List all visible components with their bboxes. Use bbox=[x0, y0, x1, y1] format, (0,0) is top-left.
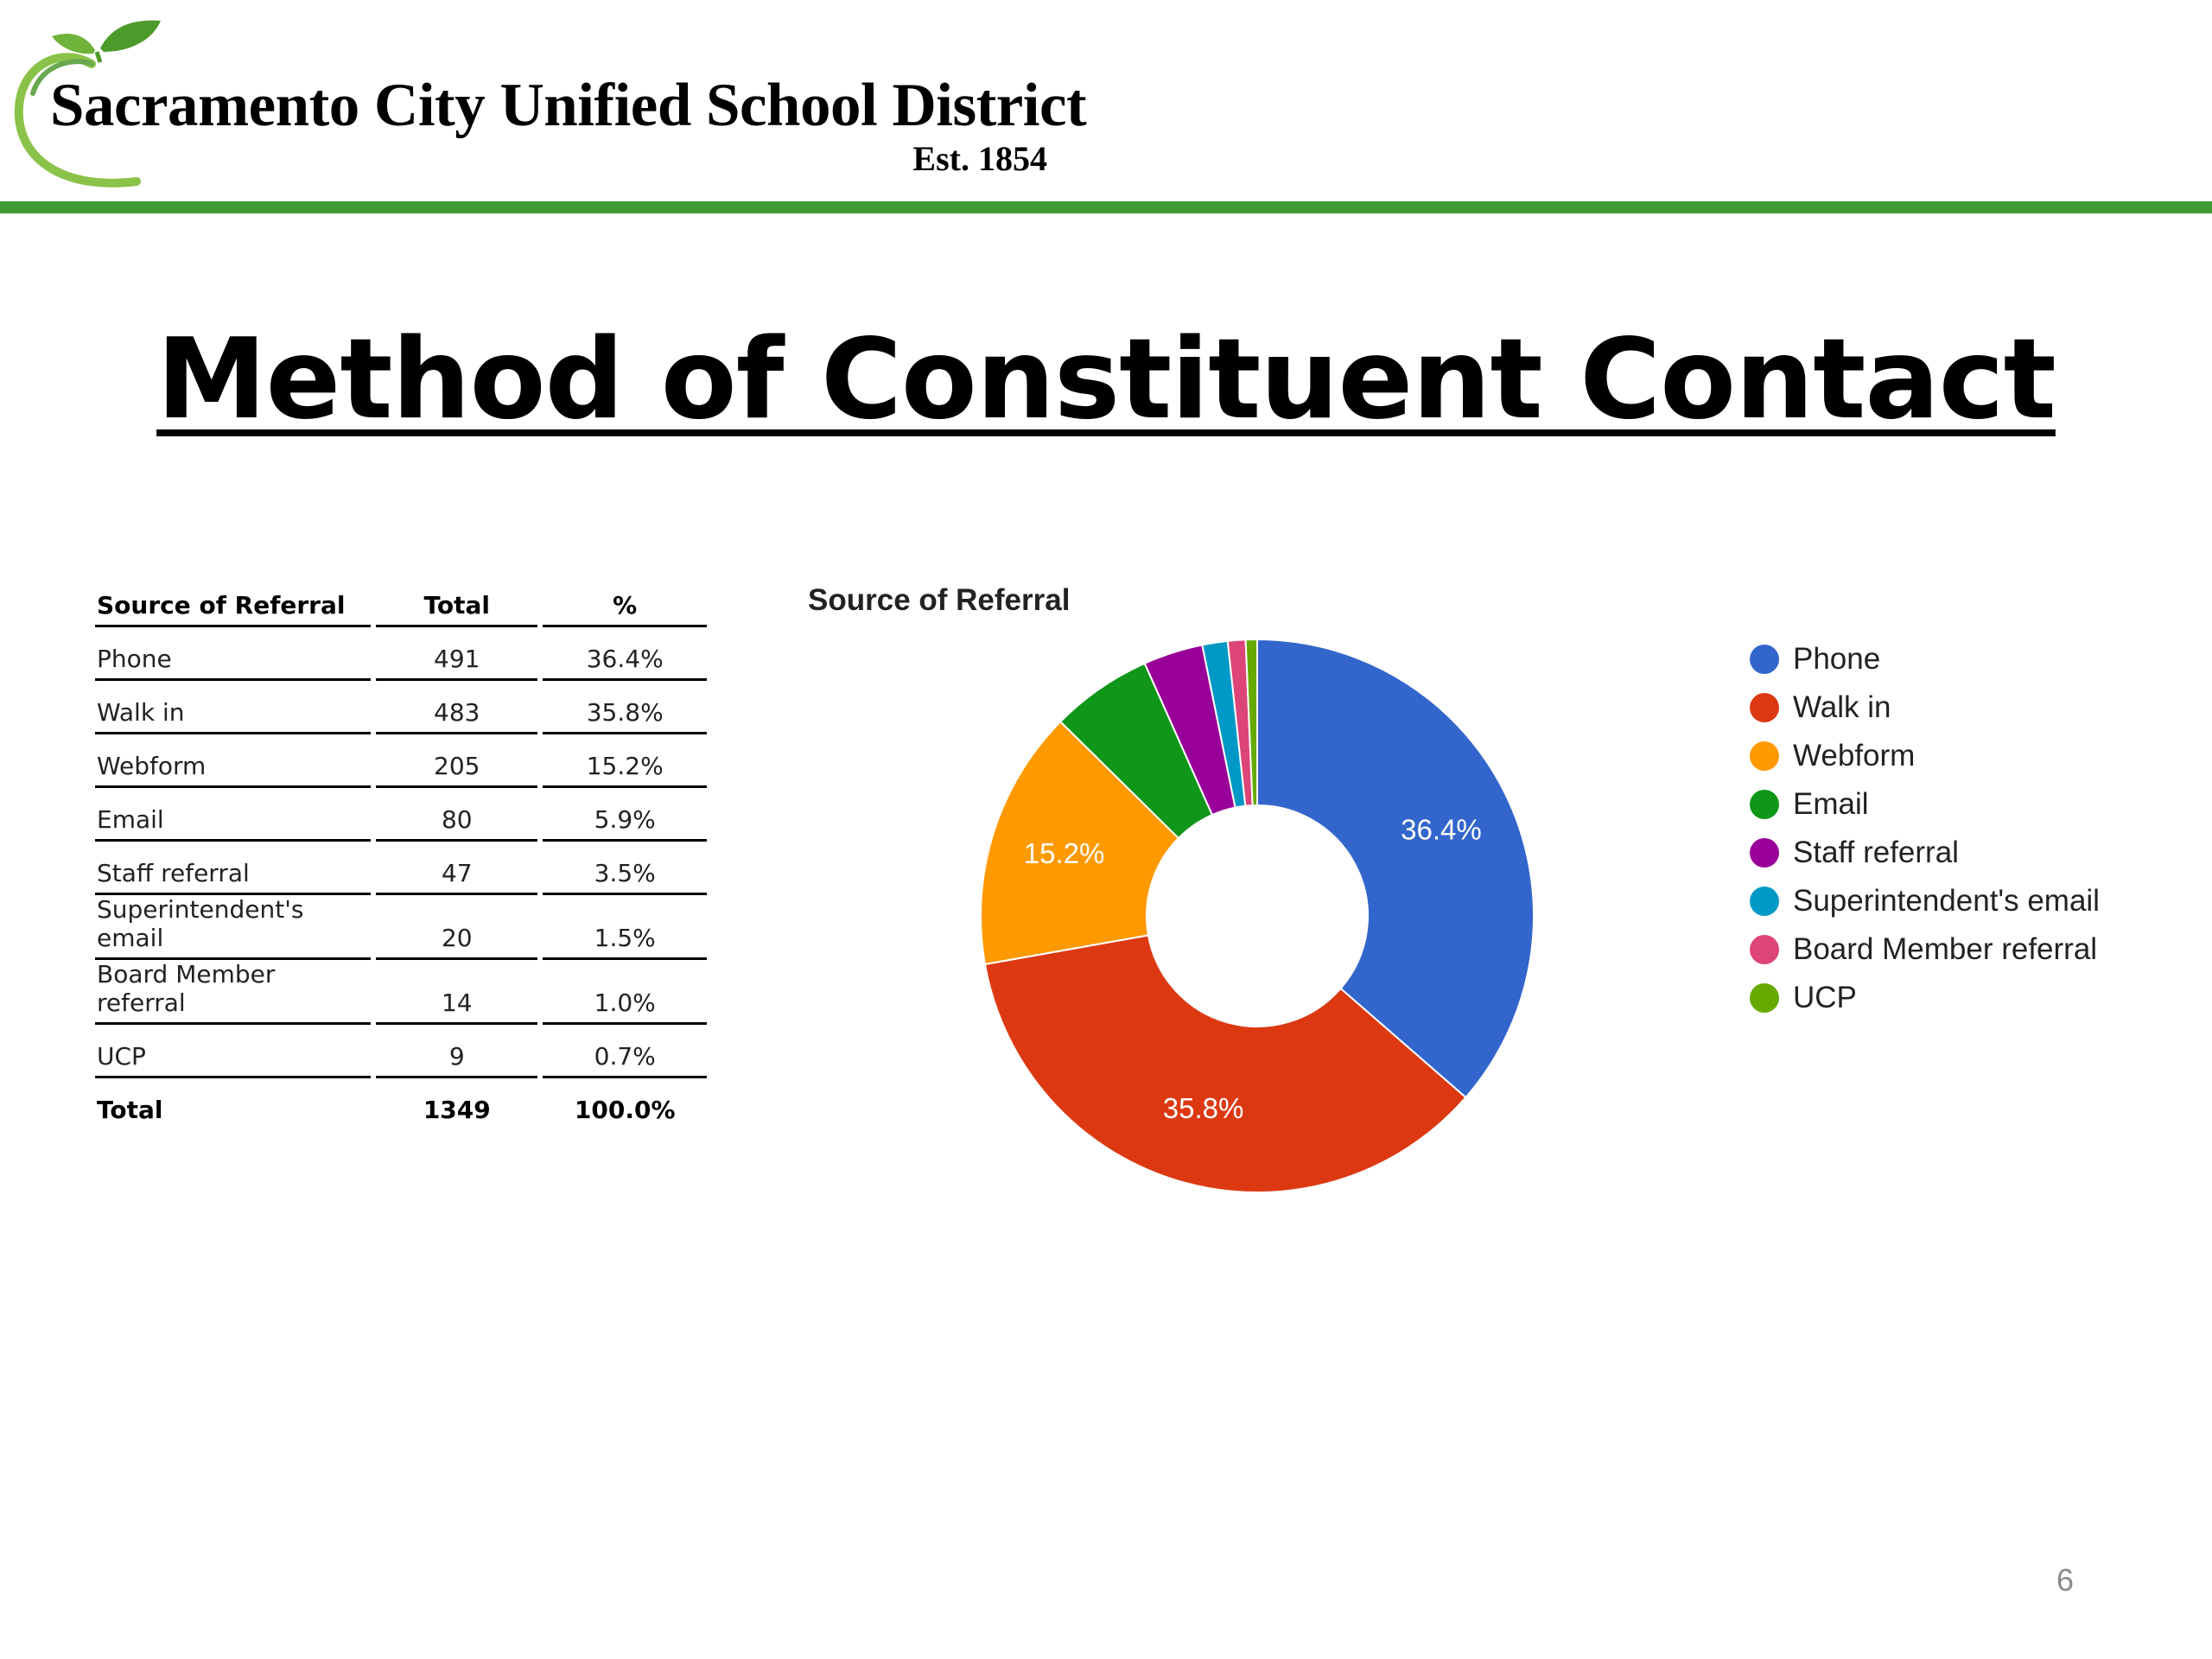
header-percent: % bbox=[543, 574, 707, 627]
table-row bbox=[95, 681, 707, 734]
total-count: 1349 bbox=[423, 1096, 491, 1124]
legend-item bbox=[1750, 732, 2100, 780]
total-percent: 100.0% bbox=[574, 1096, 676, 1124]
legend-item bbox=[1750, 780, 2100, 829]
legend-label: Walk in bbox=[1793, 690, 1891, 724]
legend-swatch bbox=[1750, 741, 1779, 771]
header-source: Source of Referral bbox=[95, 574, 371, 627]
cell-percent: 1.5% bbox=[543, 895, 707, 960]
cell-source: UCP bbox=[95, 1025, 371, 1078]
table-row bbox=[95, 960, 707, 1025]
legend-item bbox=[1750, 925, 2100, 974]
donut-slice-label-1: 35.8% bbox=[1162, 1092, 1244, 1125]
cell-percent: 15.2% bbox=[543, 734, 707, 788]
donut-chart bbox=[950, 622, 1573, 1210]
cell-total: 20 bbox=[376, 895, 537, 960]
table-row bbox=[95, 734, 707, 788]
cell-total: 9 bbox=[376, 1025, 537, 1078]
legend-swatch bbox=[1750, 983, 1779, 1013]
table-row bbox=[95, 842, 707, 895]
legend-item bbox=[1750, 974, 2100, 1022]
cell-source: Staff referral bbox=[95, 842, 371, 895]
legend-label: UCP bbox=[1793, 981, 1857, 1014]
legend-swatch bbox=[1750, 693, 1779, 722]
cell-source: Webform bbox=[95, 734, 371, 788]
established-year: Est. 1854 bbox=[912, 139, 1047, 178]
legend-swatch bbox=[1750, 645, 1779, 674]
cell-percent: 1.0% bbox=[543, 960, 707, 1025]
cell-source: Walk in bbox=[95, 681, 371, 734]
cell-total: 47 bbox=[376, 842, 537, 895]
legend-label: Staff referral bbox=[1793, 836, 1959, 869]
cell-total: 491 bbox=[376, 627, 537, 681]
legend-swatch bbox=[1750, 790, 1779, 819]
cell-percent: 5.9% bbox=[543, 788, 707, 842]
legend-item bbox=[1750, 635, 2100, 683]
legend-label: Phone bbox=[1793, 642, 1881, 676]
legend-label: Superintendent's email bbox=[1793, 884, 2100, 918]
org-name: Sacramento City Unified School District bbox=[50, 72, 1087, 139]
legend-label: Email bbox=[1793, 787, 1869, 821]
cell-total: 483 bbox=[376, 681, 537, 734]
table-row bbox=[95, 627, 707, 681]
legend-label: Board Member referral bbox=[1793, 932, 2098, 966]
header-divider bbox=[0, 201, 2212, 213]
total-label: Total bbox=[97, 1096, 163, 1124]
cell-total: 14 bbox=[376, 960, 537, 1025]
legend-swatch bbox=[1750, 838, 1779, 868]
referral-table bbox=[90, 574, 712, 1129]
slide-title: Method of Constituent Contact bbox=[156, 315, 2056, 444]
cell-source: Superintendent's email bbox=[95, 895, 371, 960]
table-row bbox=[95, 1025, 707, 1078]
legend-swatch bbox=[1750, 935, 1779, 964]
cell-total: 80 bbox=[376, 788, 537, 842]
donut-slice-label-2: 15.2% bbox=[1023, 837, 1105, 870]
cell-source: Board Member referral bbox=[95, 960, 371, 1025]
cell-percent: 3.5% bbox=[543, 842, 707, 895]
table-row bbox=[95, 895, 707, 960]
header-total: Total bbox=[376, 574, 537, 627]
table-total-row bbox=[95, 1078, 707, 1129]
legend-item bbox=[1750, 829, 2100, 877]
cell-source: Email bbox=[95, 788, 371, 842]
chart-title: Source of Referral bbox=[808, 583, 1071, 617]
cell-total: 205 bbox=[376, 734, 537, 788]
legend-label: Webform bbox=[1793, 739, 1916, 772]
chart-legend bbox=[1750, 635, 2100, 1022]
table-header-row bbox=[95, 574, 707, 627]
legend-item bbox=[1750, 877, 2100, 925]
page-number: 6 bbox=[2056, 1562, 2075, 1598]
table-row bbox=[95, 788, 707, 842]
legend-swatch bbox=[1750, 887, 1779, 916]
slide-header bbox=[0, 0, 2212, 220]
cell-percent: 0.7% bbox=[543, 1025, 707, 1078]
donut-slice-label-0: 36.4% bbox=[1401, 813, 1482, 846]
legend-item bbox=[1750, 683, 2100, 732]
cell-percent: 35.8% bbox=[543, 681, 707, 734]
cell-source: Phone bbox=[95, 627, 371, 681]
cell-percent: 36.4% bbox=[543, 627, 707, 681]
